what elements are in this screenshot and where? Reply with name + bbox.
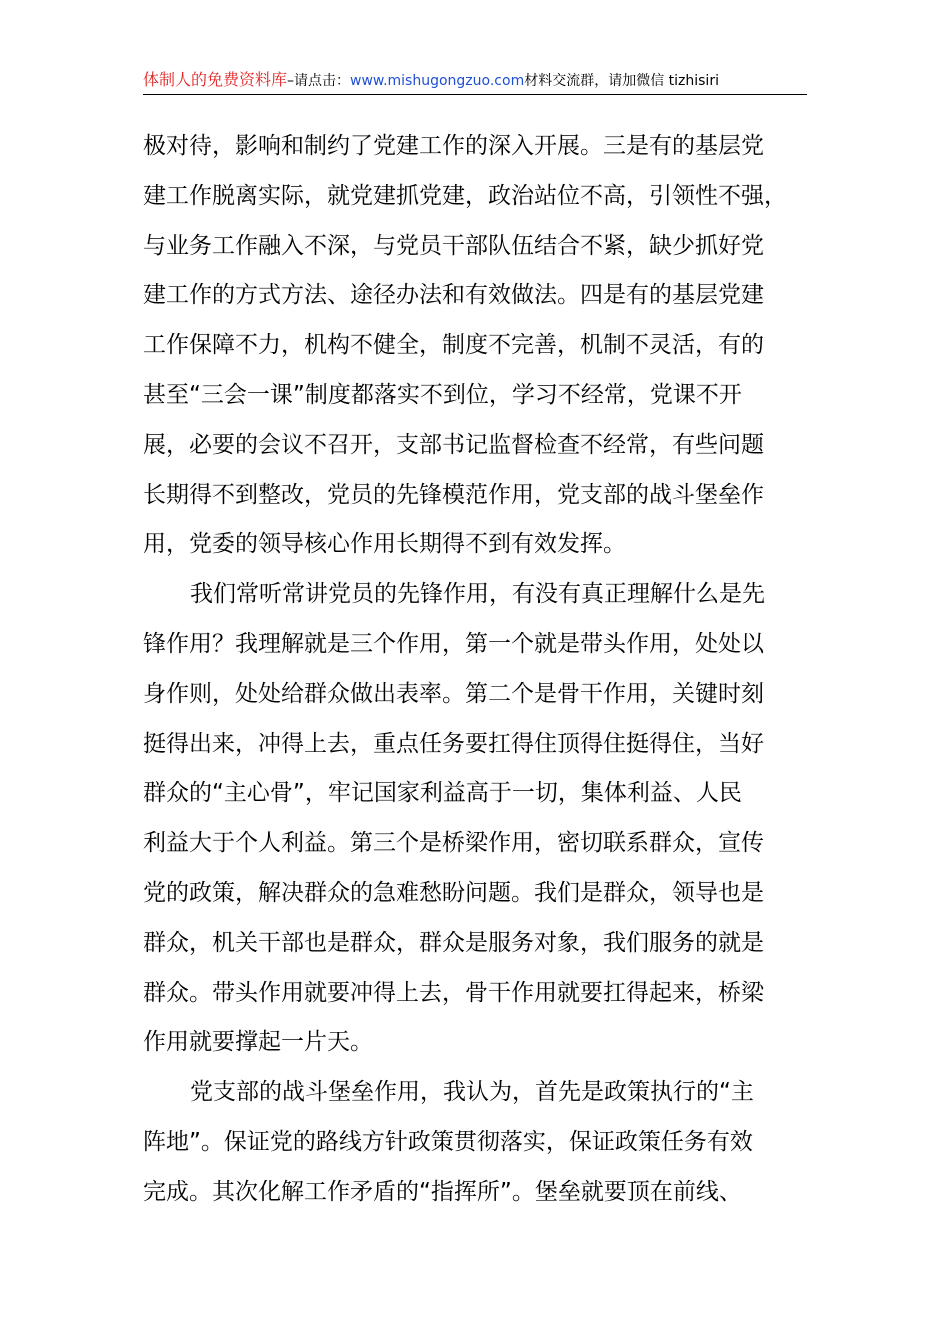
text-line: 用，党委的领导核心作用长期得不到有效发挥。: [143, 531, 626, 558]
text-line: 甚至“三会一课”制度都落实不到位，学习不经常，党课不开: [143, 381, 742, 408]
text-line: 利益大于个人利益。第三个是桥梁作用，密切联系群众，宣传: [143, 830, 764, 857]
text-line: 身作则，处处给群众做出表率。第二个是骨干作用，关键时刻: [143, 680, 764, 707]
text-line: 锋作用？我理解就是三个作用，第一个就是带头作用，处处以: [143, 630, 764, 657]
text-line: 群众的“主心骨”，牢记国家利益高于一切，集体利益、人民: [143, 780, 742, 807]
text-line: 长期得不到整改，党员的先锋模范作用，党支部的战斗堡垒作: [143, 481, 764, 508]
text-line: 建工作脱离实际，就党建抓党建，政治站位不高，引领性不强，: [143, 182, 787, 209]
text-line: 群众，机关干部也是群众，群众是服务对象，我们服务的就是: [143, 929, 764, 956]
paragraph-start-line: 党支部的战斗堡垒作用，我认为，首先是政策执行的“主: [190, 1079, 754, 1106]
header-note: 材料交流群，请加微信 tizhisiri: [524, 73, 719, 89]
text-line: 与业务工作融入不深，与党员干部队伍结合不紧，缺少抓好党: [143, 232, 764, 259]
paragraph-start-line: 我们常听常讲党员的先锋作用，有没有真正理解什么是先: [190, 581, 765, 608]
document-body: [143, 122, 819, 1218]
text-line: 工作保障不力，机构不健全，制度不完善，机制不灵活，有的: [143, 332, 764, 359]
header-brand: 体制人的免费资料库: [143, 70, 288, 89]
text-line: 极对待，影响和制约了党建工作的深入开展。三是有的基层党: [143, 133, 764, 159]
text-line: 建工作的方式方法、途径办法和有效做法。四是有的基层党建: [143, 282, 764, 309]
header-url-link[interactable]: www.mishugongzuo.com: [350, 73, 525, 89]
text-line: 作用就要撑起一片天。: [143, 1029, 373, 1056]
text-line: 挺得出来，冲得上去，重点任务要扛得住顶得住挺得住，当好: [143, 730, 764, 757]
header-prompt: –请点击：: [287, 73, 351, 89]
text-line: 群众。带头作用就要冲得上去，骨干作用就要扛得起来，桥梁: [143, 979, 764, 1006]
text-line: 完成。其次化解工作矛盾的“指挥所”。堡垒就要顶在前线、: [143, 1178, 742, 1205]
text-line: 党的政策，解决群众的急难愁盼问题。我们是群众，领导也是: [143, 879, 764, 906]
text-line: 阵地”。保证党的路线方针政策贯彻落实，保证政策任务有效: [143, 1128, 753, 1155]
page-header: [143, 68, 807, 95]
text-line: 展，必要的会议不召开，支部书记监督检查不经常，有些问题: [143, 431, 764, 458]
